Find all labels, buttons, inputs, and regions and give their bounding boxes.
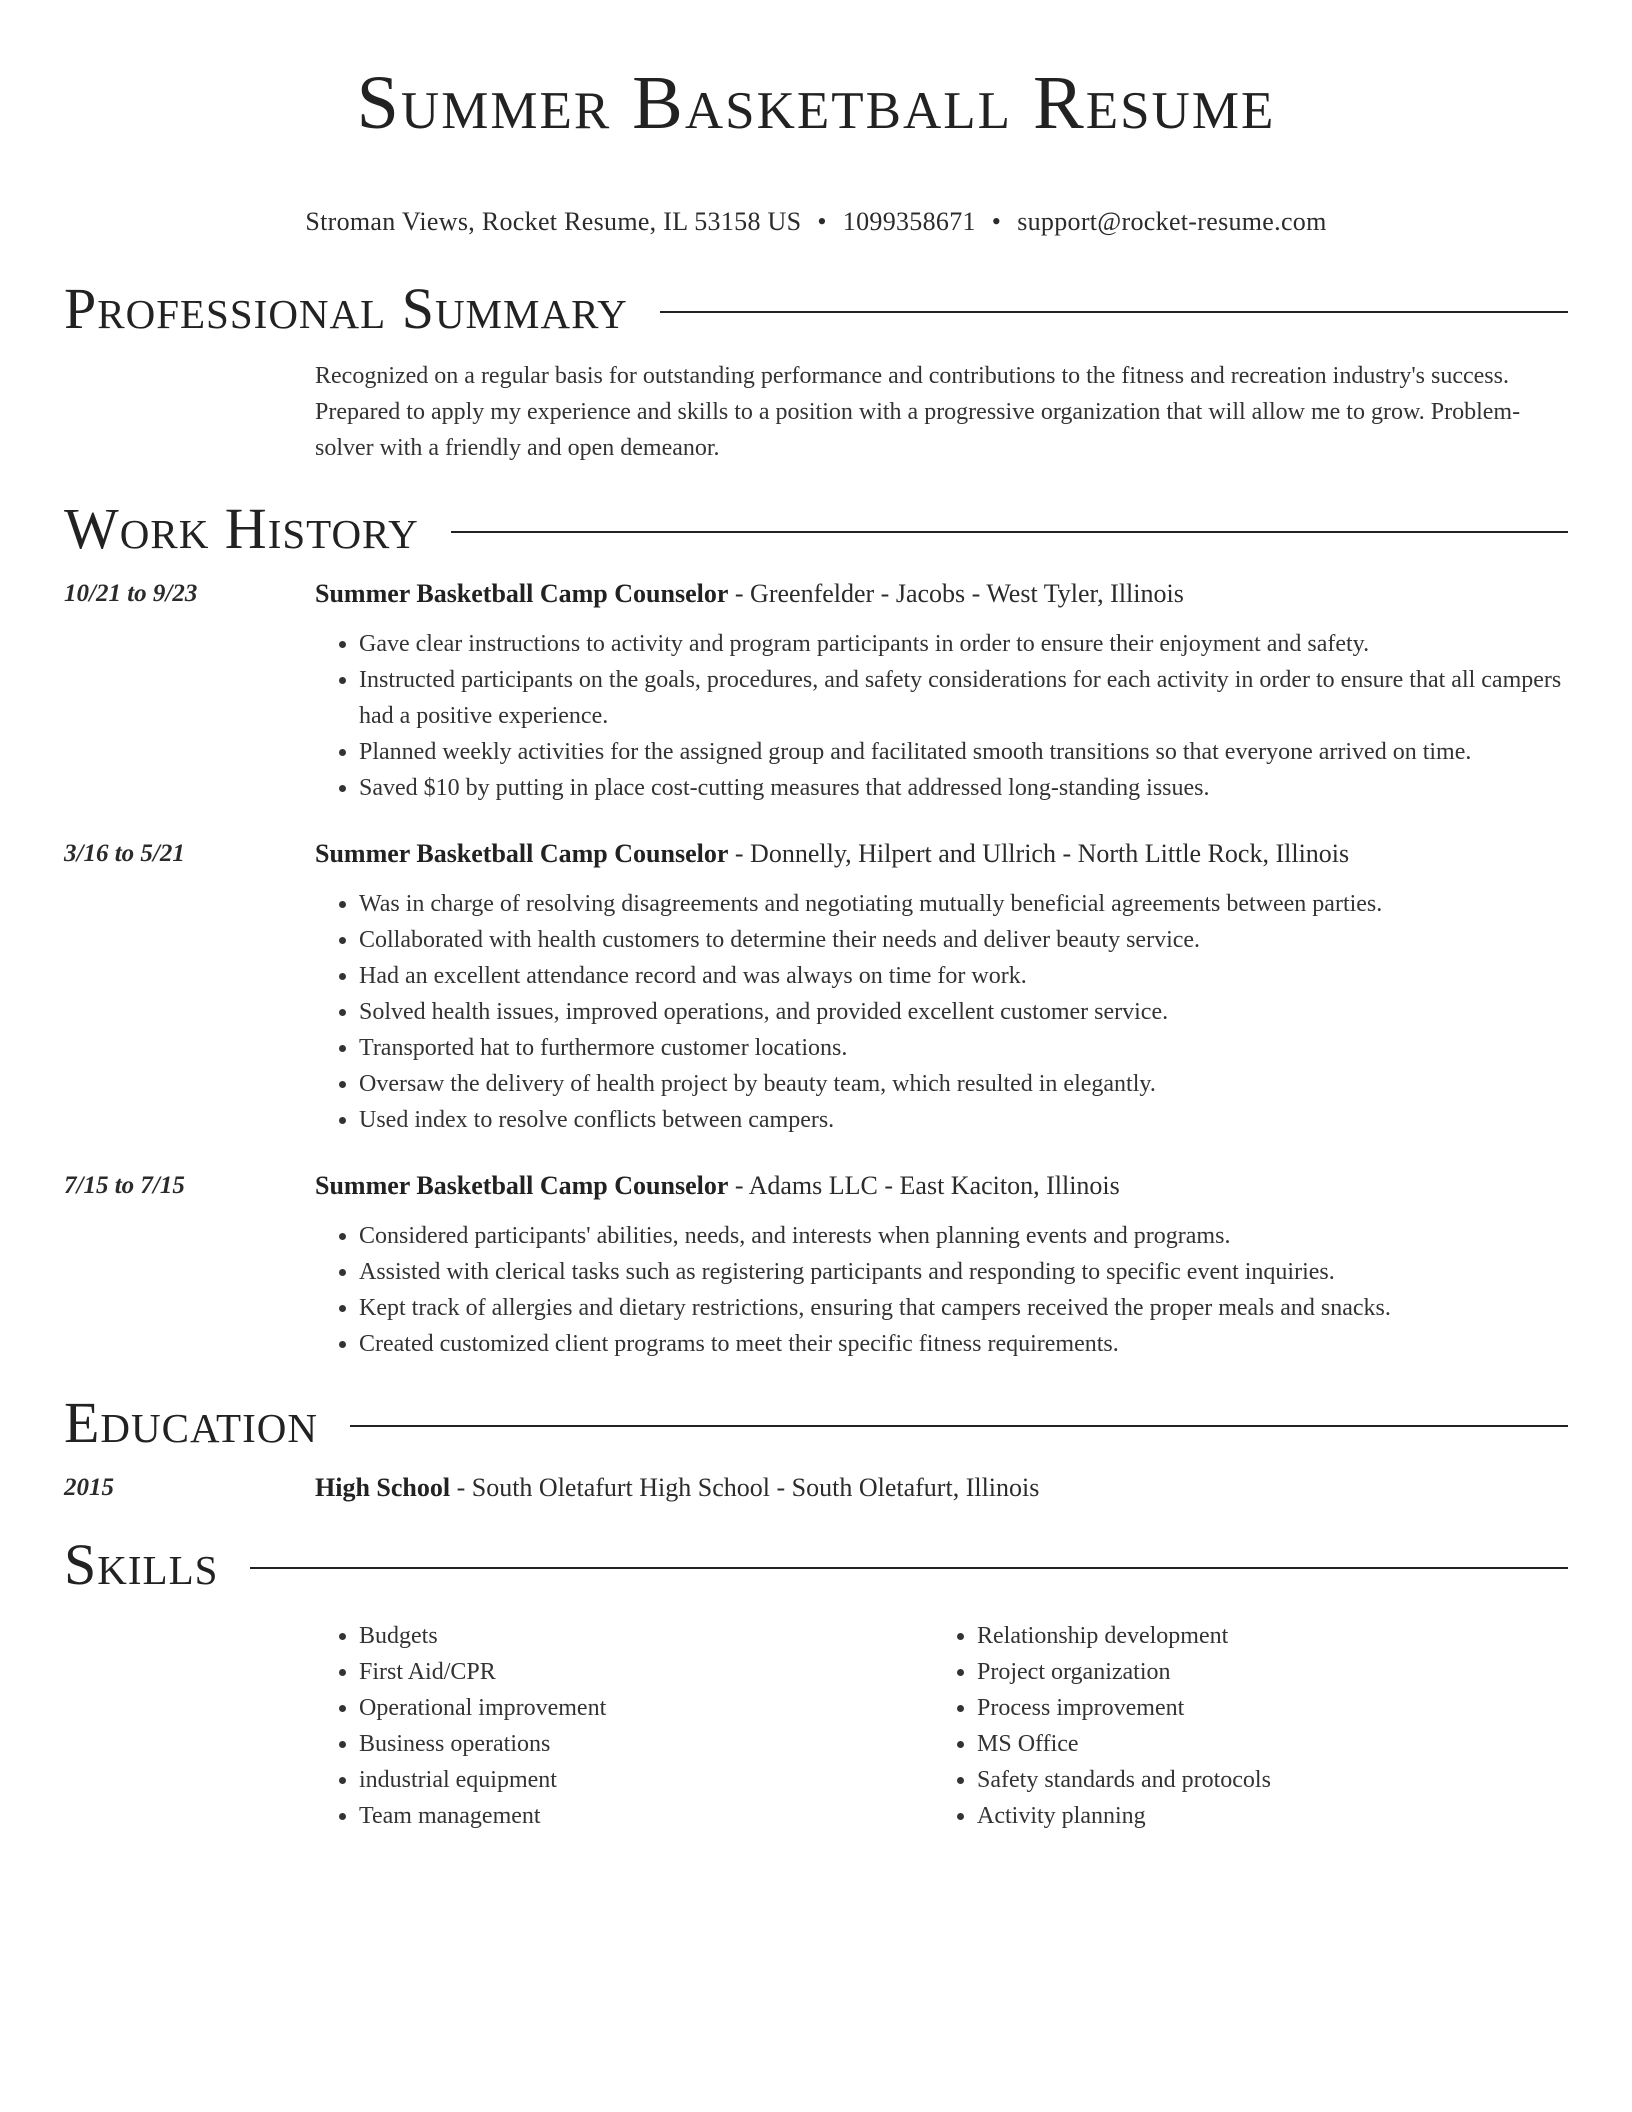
job-title: Summer Basketball Camp Counselor — [315, 839, 729, 868]
skill-item: • Project organization — [977, 1654, 1551, 1690]
job-dates: 7/15 to 7/15 — [64, 1172, 185, 1199]
skill-item: • Safety standards and protocols — [977, 1762, 1551, 1798]
contact-separator: • — [817, 207, 827, 236]
skill-item: • Operational improvement — [359, 1690, 933, 1726]
section-divider — [660, 311, 1568, 313]
job-bullet: • Created customized client programs to meet their specific fitness requirements. — [359, 1326, 1568, 1362]
skill-item: • Business operations — [359, 1726, 933, 1762]
summary-section-header — [64, 274, 1568, 344]
section-divider — [350, 1425, 1568, 1427]
skill-item: • industrial equipment — [359, 1762, 933, 1798]
skill-item: • Process improvement — [977, 1690, 1551, 1726]
contact-line — [64, 204, 1568, 240]
job-bullet: • Gave clear instructions to activity and program participants in order to ensure their enjoyment and safety. — [359, 626, 1568, 662]
skill-item: • Activity planning — [977, 1798, 1551, 1834]
job-bullet: • Oversaw the delivery of health project by beauty team, which resulted in elegantly. — [359, 1066, 1568, 1102]
summary-heading: Professional Summary — [64, 276, 628, 341]
job-bullet: • Collaborated with health customers to determine their needs and deliver beauty service. — [359, 922, 1568, 958]
job-bullet: • Kept track of allergies and dietary restrictions, ensuring that campers received the proper meals and snacks. — [359, 1290, 1568, 1326]
job-bullet: • Transported hat to furthermore customer locations. — [359, 1030, 1568, 1066]
contact-address: Stroman Views, Rocket Resume, IL 53158 US — [305, 207, 802, 236]
education-year: 2015 — [64, 1474, 114, 1501]
job-title: Summer Basketball Camp Counselor — [315, 579, 729, 608]
skill-item: • Team management — [359, 1798, 933, 1834]
job-details: - Greenfelder - Jacobs - West Tyler, Illinois — [728, 579, 1184, 608]
job-bullet: • Instructed participants on the goals, procedures, and safety considerations for each activity in order to ensure that all campers had a positive experience. — [359, 662, 1568, 734]
skills-section-header — [64, 1530, 1568, 1600]
education-degree: High School — [315, 1473, 451, 1502]
job-bullet: • Solved health issues, improved operations, and provided excellent customer service. — [359, 994, 1568, 1030]
education-line — [315, 1470, 1568, 1506]
job-bullets — [315, 886, 1568, 1138]
contact-phone: 1099358671 — [842, 207, 976, 236]
job-bullet: • Used index to resolve conflicts between campers. — [359, 1102, 1568, 1138]
job-bullet: • Planned weekly activities for the assigned group and facilitated smooth transitions so that everyone arrived on time. — [359, 734, 1568, 770]
resume-title: Summer Basketball Resume — [356, 61, 1276, 145]
job-bullet: • Was in charge of resolving disagreements and negotiating mutually beneficial agreements between parties. — [359, 886, 1568, 922]
skills-list-left — [315, 1618, 933, 1834]
education-entry — [64, 1470, 1568, 1506]
contact-email: support@rocket-resume.com — [1017, 207, 1327, 236]
education-heading: Education — [64, 1390, 318, 1455]
job-entry — [64, 1168, 1568, 1362]
education-section-header — [64, 1388, 1568, 1458]
skill-item: • Relationship development — [977, 1618, 1551, 1654]
job-dates: 3/16 to 5/21 — [64, 840, 185, 867]
skills-section — [64, 1618, 1568, 1834]
section-divider — [451, 531, 1568, 533]
job-bullets — [315, 626, 1568, 806]
job-bullets — [315, 1218, 1568, 1362]
skill-item: • MS Office — [977, 1726, 1551, 1762]
section-divider — [250, 1567, 1568, 1569]
summary-section — [64, 358, 1568, 466]
job-header — [315, 576, 1568, 612]
skill-item: • First Aid/CPR — [359, 1654, 933, 1690]
skill-item: • Budgets — [359, 1618, 933, 1654]
job-header — [315, 836, 1568, 872]
job-details: - Donnelly, Hilpert and Ullrich - North Little Rock, Illinois — [728, 839, 1350, 868]
job-entry — [64, 836, 1568, 1138]
summary-spacer — [64, 358, 315, 466]
skills-heading: Skills — [64, 1532, 219, 1597]
job-details: - Adams LLC - East Kaciton, Illinois — [728, 1171, 1120, 1200]
job-bullet: • Considered participants' abilities, needs, and interests when planning events and programs. — [359, 1218, 1568, 1254]
job-bullet: • Had an excellent attendance record and was always on time for work. — [359, 958, 1568, 994]
job-header — [315, 1168, 1568, 1204]
job-bullet: • Assisted with clerical tasks such as registering participants and responding to specific event inquiries. — [359, 1254, 1568, 1290]
skills-spacer — [64, 1618, 315, 1834]
job-title: Summer Basketball Camp Counselor — [315, 1171, 729, 1200]
education-details: - South Oletafurt High School - South Oletafurt, Illinois — [450, 1473, 1040, 1502]
summary-text: Recognized on a regular basis for outstanding performance and contributions to the fitness and recreation industry's success. Prepared to apply my experience and skills to a position with a progressive organization that will allow me to grow. Problem-solver with a friendly and open demeanor. — [315, 363, 1521, 461]
work-section-header — [64, 494, 1568, 564]
work-heading: Work History — [64, 496, 419, 561]
job-bullet: • Saved $10 by putting in place cost-cutting measures that addressed long-standing issues. — [359, 770, 1568, 806]
contact-separator: • — [991, 207, 1002, 236]
job-dates: 10/21 to 9/23 — [64, 580, 198, 607]
skills-list-right — [933, 1618, 1551, 1834]
job-entry — [64, 576, 1568, 806]
